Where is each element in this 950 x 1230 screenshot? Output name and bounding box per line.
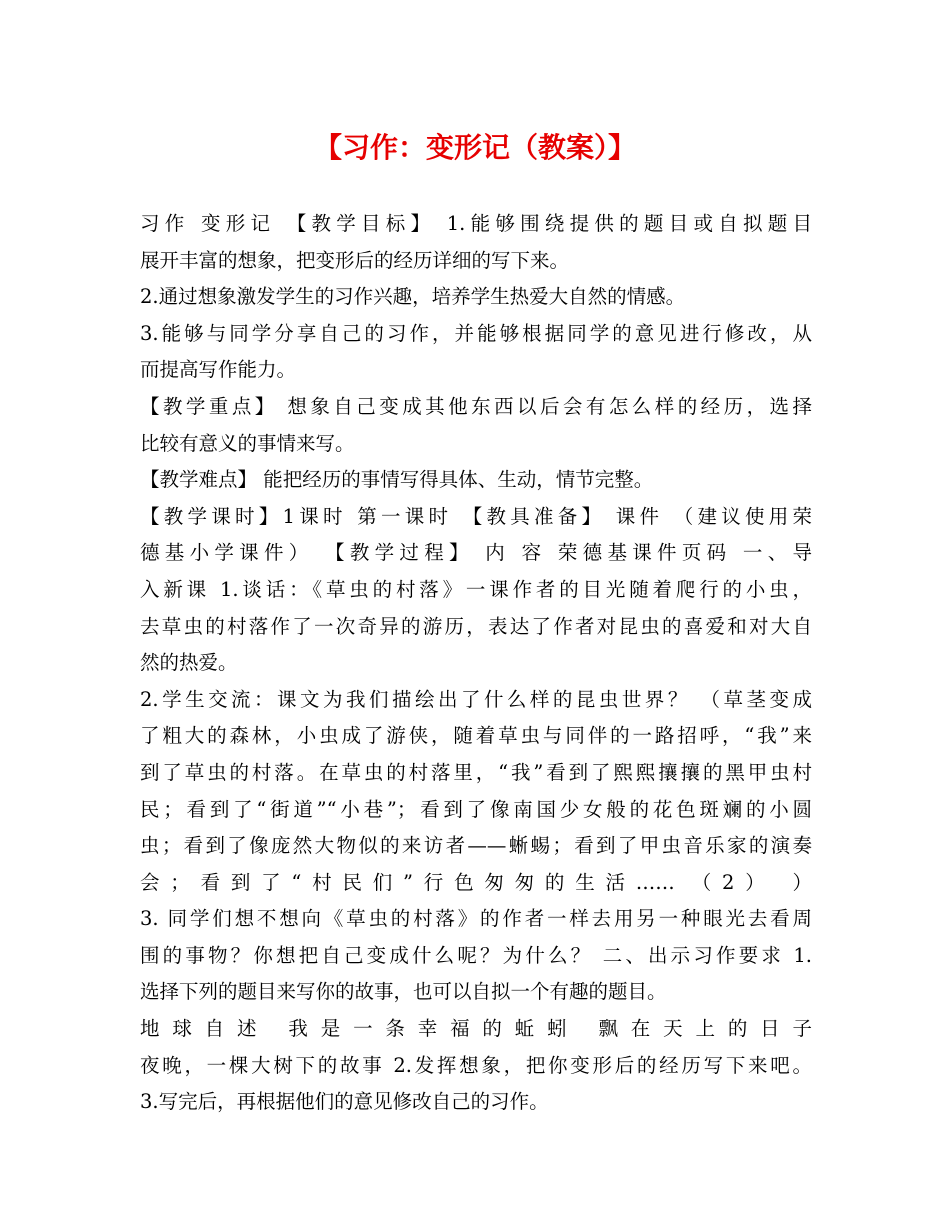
text-line: 了粗大的森林，小虫成了游侠，随着草虫与同伴的一路招呼，“我”来 bbox=[140, 724, 812, 748]
text-line: 2.通过想象激发学生的习作兴趣，培养学生热爱大自然的情感。 bbox=[140, 285, 686, 309]
text-line: 然的热爱。 bbox=[140, 651, 238, 675]
text-line: 3.写完后，再根据他们的意见修改自己的习作。 bbox=[140, 1090, 549, 1114]
text-line: 比较有意义的事情来写。 bbox=[140, 431, 355, 455]
text-line: 德基小学课件） 【教学过程】 内 容 荣德基课件页码 一、导 bbox=[140, 541, 812, 565]
text-line: 3.能够与同学分享自己的习作，并能够根据同学的意见进行修改，从 bbox=[140, 321, 812, 345]
text-line: 入新课 1.谈话：《草虫的村落》一课作者的目光随着爬行的小虫， bbox=[140, 577, 812, 601]
text-line: 【教学课时】1课时 第一课时 【教具准备】 课件 （建议使用荣 bbox=[140, 504, 812, 528]
document-title: 【习作：变形记（教案）】 bbox=[313, 131, 636, 164]
text-line: 选择下列的题目来写你的故事，也可以自拟一个有趣的题目。 bbox=[140, 980, 667, 1004]
text-line: 虫；看到了像庞然大物似的来访者——蜥蜴；看到了甲虫音乐家的演奏 bbox=[140, 834, 812, 858]
document-body bbox=[140, 206, 812, 1121]
text-line: 到了草虫的村落。在草虫的村落里，“我”看到了熙熙攘攘的黑甲虫村 bbox=[140, 760, 812, 784]
text-line: 地球自述 我是一条幸福的蚯蚓 飘在天上的日子 bbox=[140, 1017, 812, 1041]
text-line: 3. 同学们想不想向《草虫的村落》的作者一样去用另一种眼光去看周 bbox=[140, 907, 812, 931]
text-line: 2.学生交流：课文为我们描绘出了什么样的昆虫世界？ （草茎变成 bbox=[140, 687, 812, 711]
text-line: 夜晚，一棵大树下的故事 2.发挥想象，把你变形后的经历写下来吧。 bbox=[140, 1053, 812, 1077]
text-line: 展开丰富的想象，把变形后的经历详细的写下来。 bbox=[140, 248, 570, 272]
text-line: 【教学重点】 想象自己变成其他东西以后会有怎么样的经历，选择 bbox=[140, 394, 812, 418]
text-line: 习作 变形记 【教学目标】 1.能够围绕提供的题目或自拟题目 bbox=[140, 212, 812, 235]
text-line: 而提高写作能力。 bbox=[140, 358, 297, 382]
text-line: 围的事物？你想把自己变成什么呢？为什么？ 二、出示习作要求 1. bbox=[140, 943, 812, 967]
text-line: 【教学难点】 能把经历的事情写得具体、生动，情节完整。 bbox=[140, 468, 654, 492]
text-line: 民；看到了“街道”“小巷”；看到了像南国少女般的花色斑斓的小圆 bbox=[140, 797, 812, 821]
text-line: 去草虫的村落作了一次奇异的游历，表达了作者对昆虫的喜爱和对大自 bbox=[140, 614, 812, 638]
text-line: 会；看到了“村民们”行色匆匆的生活…… （2） ） bbox=[140, 870, 812, 894]
